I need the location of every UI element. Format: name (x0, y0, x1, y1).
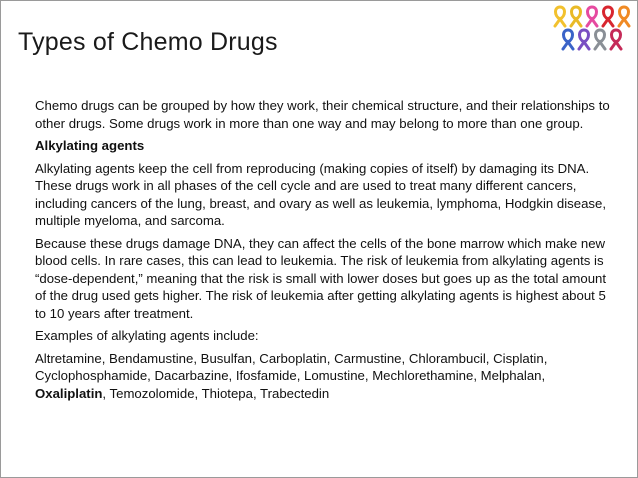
ribbon-icon (579, 30, 589, 49)
section-heading: Alkylating agents (35, 138, 145, 153)
drug-list-highlight: Oxaliplatin (35, 385, 103, 401)
slide-body (35, 97, 613, 407)
ribbon-icon (563, 30, 573, 49)
drug-list-part1: Altretamine, Bendamustine, Busulfan, Carboplatin, Carmustine, Chlorambucil, Cisplatin, Cyclophosphamide, Dacarbazine, Ifosfamide, Lomustine, Mechlorethamine, Melphalan, (35, 350, 548, 383)
drug-list (35, 350, 613, 403)
ribbon-icon (555, 7, 565, 26)
leukemia-risk-paragraph: Because these drugs damage DNA, they can affect the cells of the bone marrow which make new blood cells. In rare cases, this can lead to leukemia. The risk of leukemia from alkylating agents is “dose-dependent,” meaning that the risk is small with lower doses but goes up as the total amount of the drug used gets higher. The risk of leukemia after getting alkylating agents is highest about 5 to 10 years after treatment. (35, 235, 607, 321)
ribbon-icon (595, 30, 605, 49)
drug-list-part2: , Temozolomide, Thiotepa, Trabectedin (102, 385, 330, 401)
ribbon-icon (571, 7, 581, 26)
slide-title: Types of Chemo Drugs (18, 28, 278, 56)
intro-paragraph: Chemo drugs can be grouped by how they work, their chemical structure, and their relationships to other drugs. Some drugs work in more than one way and may belong to more than one group. (35, 98, 610, 131)
ribbon-icon (603, 7, 613, 26)
awareness-ribbons-icon (551, 3, 637, 51)
ribbon-icon (587, 7, 597, 26)
ribbon-icon (619, 7, 629, 26)
ribbon-icon (611, 30, 621, 49)
alkylating-description: Alkylating agents keep the cell from reproducing (making copies of itself) by damaging its DNA. These drugs work in all phases of the cell cycle and are used to treat many different cancers, including cancers of the lung, breast, and ovary as well as leukemia, lymphoma, Hodgkin disease, multiple myeloma, and sarcoma. (35, 160, 607, 228)
examples-intro: Examples of alkylating agents include: (35, 328, 259, 343)
